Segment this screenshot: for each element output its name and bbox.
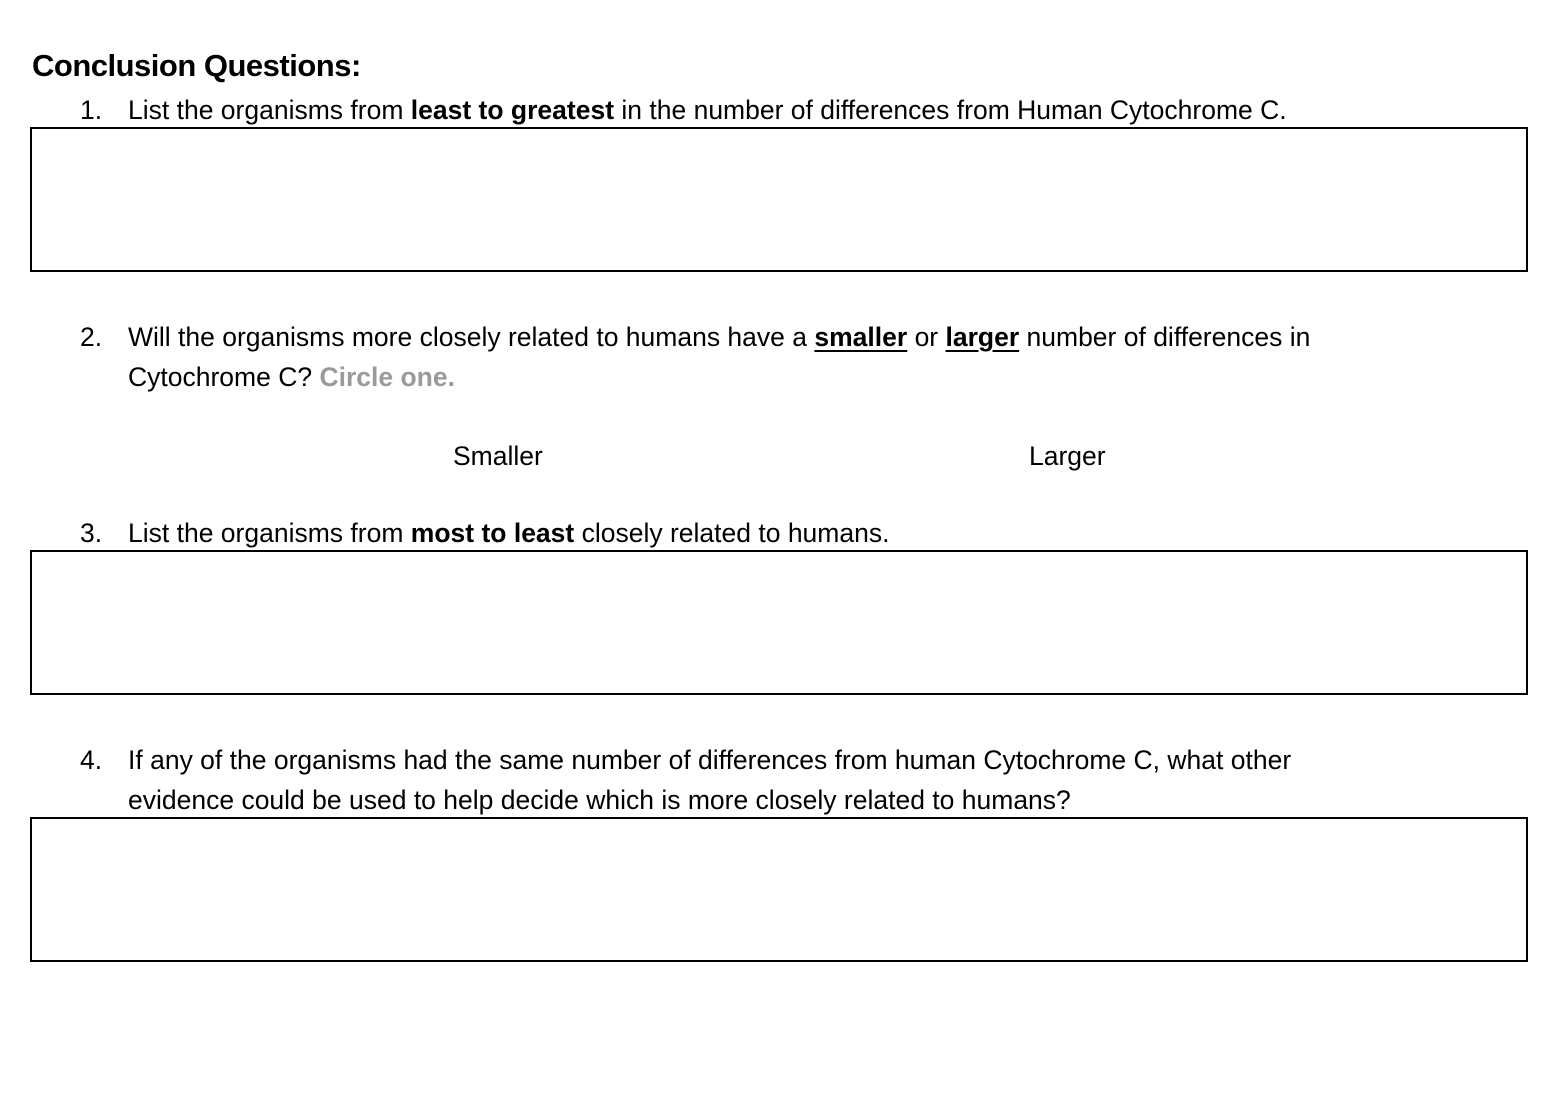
answer-box-3[interactable] [30, 550, 1528, 695]
question-text: closely related to humans. [574, 518, 890, 548]
question-text: List the organisms from [128, 518, 411, 548]
question-2 [80, 317, 1310, 397]
choice-smaller[interactable]: Smaller [453, 441, 543, 471]
question-text: If any of the organisms had the same number of differences from human Cytochrome C, what other [128, 745, 1292, 775]
answer-box-1[interactable] [30, 127, 1528, 272]
choice-larger[interactable]: Larger [1029, 441, 1106, 471]
question-number: 2. [80, 322, 103, 352]
question-number: 3. [80, 518, 103, 548]
question-number: 1. [80, 95, 103, 125]
question-emphasis: least to greatest [410, 95, 615, 125]
question-text: Cytochrome C? [128, 362, 320, 392]
question-emphasis: most to least [410, 518, 575, 548]
question-text: List the organisms from [128, 95, 411, 125]
question-text: number of differences in [1019, 322, 1311, 352]
question-emphasis-smaller: smaller [814, 322, 908, 352]
question-4 [80, 740, 1291, 820]
question-text: in the number of differences from Human Cytochrome C. [614, 95, 1287, 125]
question-emphasis-larger: larger [945, 322, 1020, 352]
answer-box-4[interactable] [30, 817, 1528, 962]
question-3 [80, 513, 889, 553]
question-text: or [907, 322, 946, 352]
page-title: Conclusion Questions: [32, 48, 361, 83]
question-text: evidence could be used to help decide which is more closely related to humans? [128, 785, 1071, 815]
question-1 [80, 90, 1287, 130]
question-text: Will the organisms more closely related to humans have a [128, 322, 815, 352]
question-number: 4. [80, 745, 103, 775]
circle-one-hint: Circle one. [319, 362, 455, 392]
